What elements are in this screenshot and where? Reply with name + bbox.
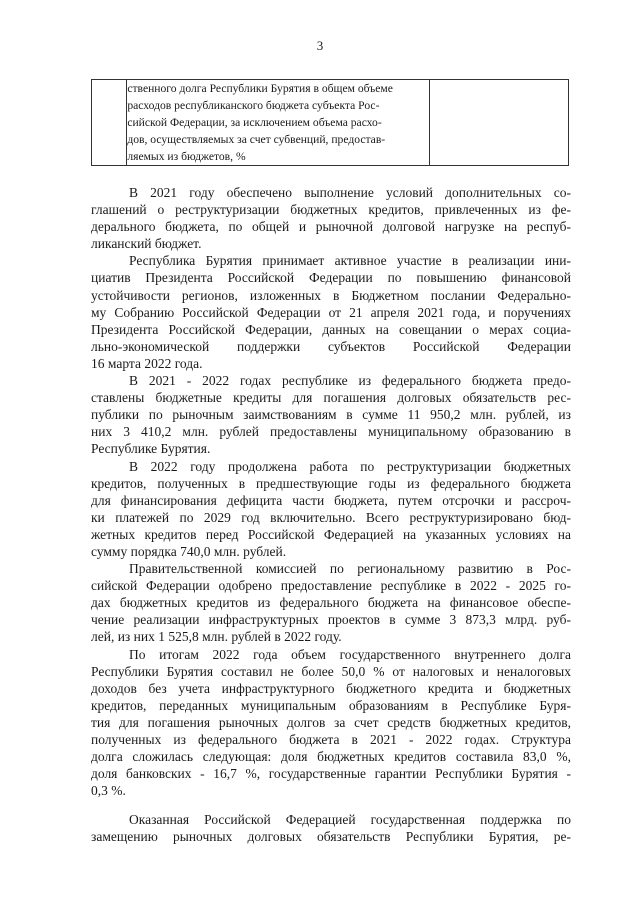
document-body — [91, 184, 571, 846]
paragraph-line: ки платежей по 2029 год включительно. Всего реструктуризировано бюд- — [91, 509, 571, 525]
paragraph-line: Республике Бурятия. — [91, 441, 211, 457]
paragraph-line: них 3 410,2 млн. рублей предоставлены муниципальному образованию в — [91, 424, 571, 440]
paragraph-line: сумму порядка 740,0 млн. рублей. — [91, 543, 287, 559]
table-row — [92, 80, 569, 166]
paragraph-line: Республики Бурятия составил не более 50,0 % от налоговых и неналоговых — [91, 663, 571, 679]
paragraph — [91, 252, 571, 372]
paragraph-line: В 2021 - 2022 годах республике из федерального бюджета предо- — [129, 373, 571, 389]
paragraph-line: публики по рыночным заимствованиям в сумме 11 950,2 млн. рублей, из — [91, 407, 571, 423]
paragraph-line: ставлены бюджетные кредиты для погашения долговых обязательств рес- — [91, 390, 571, 406]
paragraph-line: циатив Президента Российской Федерации по повышению финансовой — [91, 270, 571, 286]
paragraph-line: устойчивости регионов, изложенных в Бюджетном послании Федерально- — [91, 287, 571, 303]
paragraph — [91, 372, 571, 457]
paragraph-line: долга сложилась следующая: доля бюджетных кредитов составила 83,0 %, — [91, 749, 571, 765]
paragraph-line: полученных из федерального бюджета в 2021 - 2022 годах. Структура — [91, 732, 571, 747]
paragraph — [91, 646, 571, 800]
paragraph-line: 0,3 %. — [91, 783, 126, 799]
paragraph-line: тия для погашения рыночных долгов за счет средств бюджетных кредитов, — [91, 714, 571, 730]
paragraph-line: доля банковских - 16,7 %, государственные гарантии Республики Бурятия - — [91, 766, 571, 782]
paragraph-line: лей, из них 1 525,8 млн. рублей в 2022 году. — [91, 629, 342, 645]
paragraph-line: В 2022 году продолжена работа по реструктуризации бюджетных — [129, 458, 571, 474]
paragraph-line: Оказанная Российской Федерацией государственная поддержка по — [129, 812, 571, 828]
table-text-line: ляемых из бюджетов, % — [127, 150, 246, 163]
paragraph-line: В 2021 году обеспечено выполнение условий дополнительных со- — [129, 185, 571, 200]
paragraph-line: для финансирования дефицита части бюджета, путем отсрочки и рассроч- — [91, 492, 571, 508]
paragraph — [91, 184, 571, 252]
paragraph-line: жетных кредитов перед Российской Федерацией на указанных условиях на — [91, 526, 571, 542]
page-number: 3 — [316, 38, 324, 53]
paragraph-line: дерального бюджета, по общей и рыночной долговой нагрузке на респуб- — [91, 219, 571, 235]
paragraph-line: Правительственной комиссией по региональному развитию в Рос- — [129, 561, 571, 577]
paragraph — [91, 560, 571, 645]
paragraph-line: сийской Федерации одобрено предоставление республике в 2022 - 2025 го- — [91, 578, 571, 594]
paragraph-line: му Собранию Российской Федерации от 21 апреля 2021 года, и поручениях — [91, 304, 571, 320]
table-cell-number — [92, 80, 127, 166]
paragraph-line: доходов без учета инфраструктурного бюджетного кредита и бюджетных — [91, 680, 571, 696]
paragraph-line: дах бюджетных кредитов из федерального бюджета на финансовое обеспе- — [91, 595, 571, 611]
indicator-table — [91, 79, 569, 166]
paragraph-line: Республика Бурятия принимает активное участие в реализации ини- — [129, 253, 571, 269]
paragraph-line: глашений о реструктуризации бюджетных кредитов, привлеченных из фе- — [91, 202, 571, 218]
paragraph-line: замещению рыночных долговых обязательств Республики Бурятия, ре- — [91, 829, 571, 845]
paragraph — [91, 458, 571, 561]
table-text-line: дов, осуществляемых за счет субвенций, предостав- — [127, 133, 386, 146]
paragraph-line: льно-экономической поддержки субъектов Российской Федерации — [91, 338, 571, 354]
paragraph-line: Президента Российской Федерации, данных на совещании о мерах социа- — [91, 321, 571, 337]
paragraph-line: По итогам 2022 года объем государственного внутреннего долга — [129, 646, 571, 662]
table-cell-indicator — [127, 80, 429, 166]
paragraph — [91, 811, 571, 845]
paragraph-line: чение реализации инфраструктурных проектов в сумме 3 873,3 млрд. руб- — [91, 612, 571, 628]
paragraph-line: кредитов, полученных в предшествующие годы из федерального бюджета — [91, 475, 571, 491]
table-cell-value — [429, 80, 568, 166]
table-text-line: расходов республиканского бюджета субъекта Рос- — [127, 99, 380, 112]
paragraph-line: кредитов, переданных муниципальным образованиям в Республике Буря- — [91, 697, 571, 713]
paragraph-line: ликанский бюджет. — [91, 236, 202, 252]
table-text-line: сийской Федерации, за исключением объема расхо- — [127, 116, 382, 129]
paragraph-line: 16 марта 2022 года. — [91, 355, 203, 371]
table-text-line: ственного долга Республики Бурятия в общем объеме — [127, 82, 393, 95]
